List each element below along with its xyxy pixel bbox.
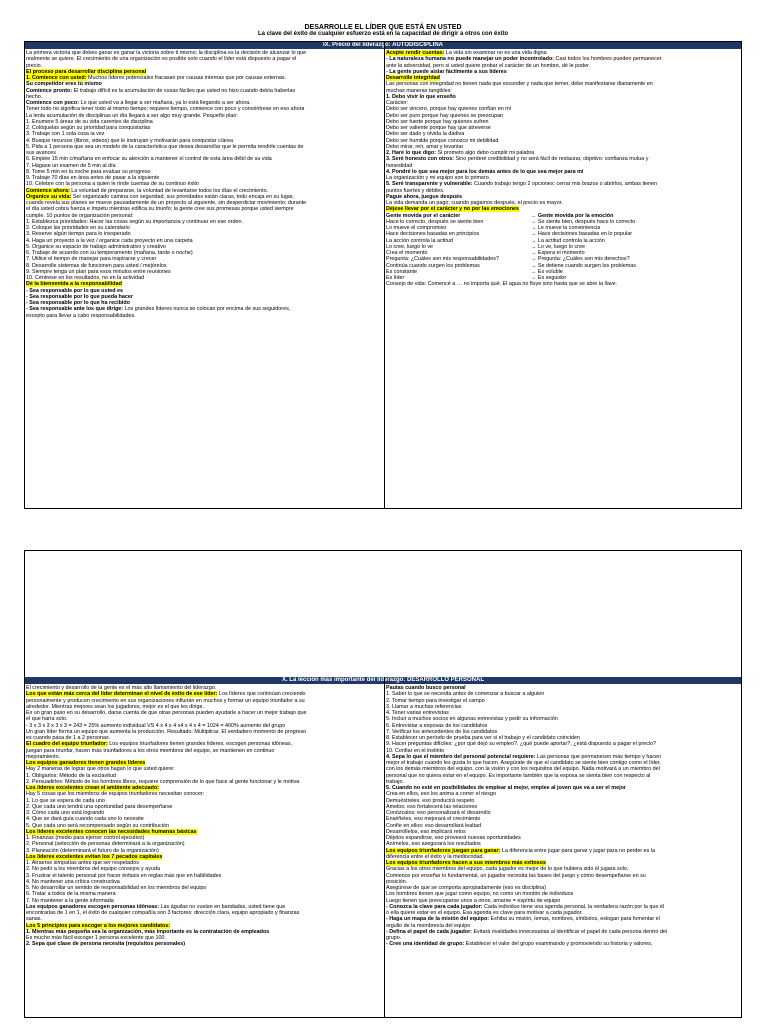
bold-text: 5. Cuando no esté en posibilidades de emplear al mejor, emplee al joven que va a ser el mejor [386,785,626,791]
body-text: 9. Trabaje 70 días en área antes de pasar a la siguiente [26,175,160,181]
comparison-left: La acción controla la actitud [386,237,453,244]
highlighted-heading: Los equipos triunfadores hacen a sus miembros más exitosos [386,860,546,866]
body-text: Déjelos expandirse, eso proveerá nuevas oportunidades [386,835,521,841]
body-text: Cada individuo tiene una agenda personal, la verdadera razón por la que él [482,903,665,910]
body-text: personalmente y producen crecimiento en sus organizaciones influirán en muchos y formar un equipo triunfador a su [26,697,305,704]
body-text: 8. Tome 5 min en la noche para evaluar su progreso [26,168,151,175]
section-2-right-column [386,685,740,1015]
body-text: 4. No mantener una crítica constructiva [26,878,120,885]
body-text: Los equipos triunfadores tienen grandes líderes, escogen personas idóneas, [107,741,293,748]
body-text: 3. Llamar a muchas referencias [386,703,462,710]
body-text: posición. [386,878,408,885]
body-text: Casi todos los hombres pueden permanecer [554,56,662,63]
comparison-right: → Se detiene cuando surgen los problemas [531,262,636,269]
comparison-left: Es líder [386,275,405,281]
body-text: Anímelos, eso asegurará los resultados [386,841,481,848]
highlighted-heading: Desarrolle integridad [386,75,440,81]
bold-text: 4. Pondré lo que sea mejor para los demás antes de lo que sea mejor para mí [386,168,584,175]
body-text: alrededor. Mientras mejores sean los jugadores, mejor es el que les dirige. [26,703,204,710]
body-text: 3. Planeación (determinará el futuro de la organización) [26,847,159,854]
body-text: Los hombres tienen que jugar como equipo, no como un montón de individuos [386,891,574,898]
body-text: 9. Siempre tenga un plan para esos minutos entre reuniones [26,268,171,275]
body-text: La organización y mi equipo son lo primero. [386,175,491,181]
body-text: orgullo de la membresía del equipo [386,922,471,929]
bold-text: - Sea responsable por lo que usted es [26,287,124,294]
body-text: La primera victoria que debes ganar es ganar la victoria sobre ti mismo; la disciplina es la decisión de alcanzar lo que [26,50,307,56]
body-text: Confíe en ellos: eso desarrollará lealtad [386,822,481,829]
body-text: 5. No desarrollar un sentido de responsabilidad en los miembros del equipo [26,885,207,891]
body-text: sanas. [26,916,42,923]
highlighted-heading: Los líderes excelentes evitan los 7 pecados capitales [26,853,163,860]
comparison-right: → Pregunta: ¿Cuáles son mis derechos? [531,256,630,263]
text-line [26,941,381,947]
body-text: 4. Busque recursos (libros, videos) que le instruyan y motivarán para conquistar c/área [26,137,234,144]
bold-text: 1. Debo vivir lo que enseño [386,93,456,100]
section-2-box [24,550,742,1018]
comparison-right: → Espera el momento [531,250,585,256]
highlighted-heading: El cuadro del equipo triunfador: [26,741,108,748]
bold-text: Comience pronto: [26,87,73,94]
body-text: 4. Tener varias entrevistas [386,710,449,716]
section-1-left-column [26,50,381,506]
body-text: muchas maneras tangibles: [386,87,452,94]
body-text: 2. Tomar tiempo para investigar el campo [386,697,485,704]
body-text: 5. Que cada uno será recompensado según su contribución [26,822,169,829]
body-text: 8. Desarrolle sistemas de funcionen para usted / mejórelos [26,262,167,269]
body-text: precio. [26,62,43,69]
body-text: Establecer el valor del grupo examinando y promoviendo su historia y valores, [464,941,653,948]
body-text: 1. Enumere 5 áreas de su vida carentes de disciplina [26,118,153,125]
highlighted-heading: Los 5 principios para escoger a los mejores candidatos: [26,922,171,929]
comparison-right: → Hace decisiones basadas en lo popular [531,231,632,238]
body-text: 7. Utilice el tiempo de manejar para inspirarse y crecer [26,256,157,263]
body-text: Debo ser humilde porque conozco mi debilidad [386,137,499,144]
column-divider [384,677,385,1017]
bold-text: 4. Sepa lo que el miembro del personal potencial requiere: [386,753,536,760]
body-text: 5. Pida a 1 persona que sea un modelo de la característica que desea desarrollar que le permita rendirle cuentas de [26,143,304,150]
bold-text: - Conozca la clave para cada jugador: [386,903,483,910]
body-text: excepto para llevar a cabo responsabilidades. [26,312,136,319]
bold-text: - Sea responsable ante los que dirige: [26,306,124,313]
column-divider [384,42,385,508]
body-text: Es un gran paso en su desarrollo, darse cuenta de que otras personas pueden ayudarle a hacer un mejor trabajo que [26,710,307,716]
body-text: cuando revela sus planes se mueve pausadamente de un proyecto al siguiente, sin desperdiciar movimiento; durante [26,200,307,206]
bold-text: Su competidor eres tú mismo [26,81,102,88]
body-text: Desarróllelos, eso implicará retos [386,828,466,835]
bold-text: - La gente puede aislar fácilmente a sus líderes [386,68,507,75]
body-text: juegan para triunfar, hacen más triunfadores a los otros miembros del equipo, se mantienen en continuo [26,747,275,754]
body-text: Muchos líderes potenciales fracasan por causas internas que por causas externas. [86,75,287,81]
body-text: Es mucho más fácil escoger 1 persona excelente que 100. [26,935,166,941]
body-text: Demuéstreles, eso producirá respeto [386,797,475,804]
comparison-left: Pregunta: ¿Cuáles son mis responsabilidades? [386,256,499,263]
body-text: 4. Que se dará guía cuando cada uno lo necesite [26,816,144,823]
body-text: Tener todo no significa tener todo al mismo tiempo; requiere tiempo, comience con poco y concéntrese en eso ahora [26,106,305,113]
body-text: 5. Incluir a muchos socios en algunas entrevistas y pedir su información [386,716,558,723]
body-text: La vida sin examinar no es una vida digna [444,50,547,56]
body-text: el que haría solo. [26,716,68,723]
highlighted-heading: Déjese llevar por el carácter y no por las emociones [386,206,520,213]
highlighted-heading: Organice su vida: [26,193,72,200]
comparison-left: Lo cree, luego lo ve [386,243,434,250]
body-text: 2. Persuadirles: Método de los hombres libres, requiere comprensión de lo que hace al gente funcionar y le motiva [26,778,300,785]
body-text: con los demás miembros del equipo, con la visión y con los requisitos del equipo. Nada motivará a un miembro del [386,766,660,773]
body-text: Asegúrese de que se comporta apropiadamente (eso es disciplina) [386,885,547,891]
body-text: 9. Hacer preguntas difíciles: ¿por qué dejó su empleo?, ¿qué puede aportar?, ¿está dispuesto a pagar el precio? [386,741,656,748]
text-line [386,941,740,947]
body-text: 10. Céntrese en los resultados, no en la actividad [26,275,145,281]
body-text: 2. No pedir a los miembros del equipo consejos y ayuda [26,866,160,873]
body-text: 2. Que cada uno tendrá una oportunidad para desempeñarse [26,803,173,810]
body-text: hecho. [26,93,43,100]
body-text: Debo mirar, reír, amar y levantar [386,143,464,150]
body-text: 6. Trabaje de acuerdo con su temperamento (mañana, tarde o noche) [26,250,193,256]
comparison-left: Lo mueve el compromiso [386,225,447,231]
body-text: diferencia entre el éxito y la mediocridad. [386,853,484,860]
comparison-right: → Se siente bien, después hace lo correcto [531,218,636,225]
bold-text: 1. Mientras más pequeña sea la organización, más importante es la contratación de empleados [26,928,270,935]
body-text: 4. Haga un proyecto a la vez / organice cada proyecto en una carpeta [26,237,193,244]
body-text: Evitará rivalidades innecesarias al identificar el papel de cada persona dentro del [471,928,668,935]
body-text: encontrarlas de 1 en 1, el éxito de cualquier compañía son 3 factores: dirección clara, equipo apropiado y finanzas [26,910,300,916]
text-line [26,313,381,319]
body-text: Consejo de vida: Comencé a … no importa qué. El agua no fluye sino hasta que se abre la llave. [386,281,618,288]
comparison-left: Hace lo correcto, después se siente bien [386,218,484,225]
body-text: 10. Confiar en el instinto [386,747,445,754]
body-text: El crecimiento y desarrollo de la gente es el más alto llamamiento del liderazgo. [26,685,217,691]
body-text: 3. Trabaje con 1 sola cosa la vez [26,131,105,138]
highlighted-heading: Los que están más cerca del líder determinan el nivel de éxito de ese líder: [26,691,218,698]
bold-text: Pague ahora, juegue después [386,193,463,200]
body-text: Debo ser sincero, porque hay quienes confían en mí [386,106,512,113]
body-text: Los grandes líderes nunca se colocan por encima de sus seguidores, [123,306,291,313]
body-text: La vida demanda un pago; cuando pagamos después, el precio es mayor. [386,200,563,206]
comparison-right: → Le mueve la conveniencia [531,225,601,231]
comparison-right: → Lo ve, luego lo cree [531,243,585,250]
body-text: 6. Empiée 15 min c/mañana en enfocar su atención a mantener el control de esta área débil de su vida [26,156,272,163]
document-title: DESARROLLE EL LÍDER QUE ESTÁ EN USTED [304,24,462,31]
section-2-left-column [26,685,381,1015]
bold-text: 2. Haré lo que digo: [386,150,437,156]
body-text: Los líderes que continúan creciendo [217,691,306,698]
bold-text: 2. Sepa qué clase de persona necesita (requisitos personales) [26,941,186,948]
body-text: el día usted cobra fuerza e ímpetu mientras edifica su triunfo; la gente cree sus promesas porque usted siempre [26,206,294,213]
body-text: o ella quiere estar en el equipo. Esa agenda es clave para motivar a cada jugador. [386,910,583,916]
highlighted-heading: Dé la bienvenida a la responsabilidad [26,281,122,288]
body-text: Un gran líder forma un equipo que aumenta la producción. Resultado: Multiplicar. El verdadero momento de progreso [26,728,307,735]
section-2-header: X. La lección más importante del liderazgo: DESARROLLO PERSONAL [25,677,741,684]
body-text: Luego tienen que preocuparse unos a otros, amarse = espíritu de equipo [386,897,561,904]
body-text: 6. Entrevistar a esposas de los candidatos [386,722,488,729]
body-text: Debo ser fuerte porque hay quienes sufren [386,118,489,125]
body-text: Debo ser dado y olvida la dádiva [386,131,465,138]
body-text: puntos fuertes y débiles. [386,187,445,194]
comparison-left: Gente movida por el carácter [386,212,461,219]
body-text: La lenta acumulación de disciplinas un día llegará a ser algo muy grande. Pequeño plan: [26,112,238,119]
comparison-left: Crea el momento [386,250,428,256]
body-text: mejor el trabajo cuando les gusta lo que hacen. Asegúrate de que el candidato se siente bien contigo como el líder, [386,760,661,766]
comparison-right: → Gente movida por la emoción [531,212,614,219]
body-text: 1. Lo que se espera de cada uno [26,797,105,804]
body-text: 1. Establezca prioridades: Hacer las cosas según su importancia y continuar en ese orden. [26,218,243,225]
body-text: Ser organizado camina con seguridad, sus prioridades están claras, todo encaja en su lugar, [71,193,294,200]
body-text: Debo ser valiente porque hay que atreverse [386,125,491,131]
body-text: Enséñeles, eso mejorará el crecimiento [386,816,481,823]
comparison-right: → Es voluble [531,268,563,275]
body-text: grupo. [386,935,402,941]
section-1-header: IX. Precio del liderazgo: AUTODISCIPLINA [25,42,741,49]
body-text: Gracias a los otros miembros del equipo, cada jugador es mejor de lo que hubiera sido él jugara solo. [386,866,629,873]
comparison-right: → Es seguidor [531,275,567,281]
body-text: La voluntad de prepararse, la voluntad de levantarse todos los días el crecimiento. [69,187,269,194]
body-text: trabajo. [386,778,404,785]
bold-text: Comience con poco: [26,100,80,106]
body-text: Las águilas no vuelan en bandadas, usted tiene que [159,903,286,910]
body-text: sus avances [26,150,56,156]
body-text: 3. Frustrar el talento personal por hacer énfasis en reglas más que en habilidades [26,872,222,879]
body-text: 6. Tratar a todos de la misma manera [26,891,116,898]
body-text: Exhiba su misión, lemas, nombres, símbolos, eslogan para fomentar el [489,916,660,923]
highlighted-heading: Los equipos triunfadores juegan para ganar: [386,847,501,854]
body-text: 2. Coloque las prioridades en su calendario [26,225,130,231]
body-text: Si prometo algo debo cumplir mi palabra [436,150,535,156]
body-text: Comience por enseñar lo fundamental, un jugador necesita las bases del juego y cómo desempeñarse en su [386,872,646,879]
bold-text: - Sea responsable por lo que pueda hacer [26,293,133,300]
body-text: realmente se quiere. El crecimiento de una organización es posible solo cuando el líder está dispuesto a pagar el [26,56,297,63]
bold-text: - La naturaleza humana no puede manejar un poder incontrolado: [386,56,555,63]
body-text: El trabajo difícil es la acumulación de cosas fáciles que usted no hizo cuando debía haberlas [72,87,296,94]
body-text: 8. Establecer un período de prueba para ver si el trabajo y el candidato coinciden [386,735,580,741]
body-text: 3. Cómo cada uno está logrando [26,810,105,816]
bold-text: - Cree una identidad de grupo: [386,941,465,948]
body-text: personal que no quiera estar en el equipo. Es importante también que la esposa se sienta bien con respecto al [386,772,651,779]
body-text: ante la adversidad, pero si usted quiere probar el carácter de un hombre, dé le poder. [386,62,591,69]
highlighted-heading: Comience ahora: [26,187,70,194]
bold-text: - Sea responsable por lo que ha recibido [26,300,130,306]
highlighted-heading: Los equipos ganadores tienen grandes líderes [26,760,146,766]
body-text: Conózcalos: eso personalizará el desarrollo [386,810,491,816]
comparison-right: → La actitud controla la acción [531,237,605,244]
section-1-right-column [386,50,740,506]
comparison-left: Es constante [386,268,418,275]
section-1-box [24,41,742,509]
body-text: - 3 x 3 x 3 x 3 x 3 = 243 = 25% aumento individual VS 4 x 4 x 4 x4 x 4 x 4 = 1024 = 400% aumento del grupo [26,722,286,729]
body-text: Cuando trabajo tengo 2 opciones: cerrar mis brazos o abrirlos, ambas tienen [472,181,658,188]
body-text: 1. Saber lo que se necesita antes de comenzar a buscar a alguien [386,691,545,698]
comparison-left: Continúa cuando surgen los problemas [386,262,480,269]
body-text: 1. Finanzas (medio para ejercer control ejecutivo) [26,835,145,841]
body-text: La diferencia entre jugar para ganar y jugar para no perder es la [500,847,656,854]
body-text: Hay 2 maneras de lograr que otros hagan lo que usted quiere: [26,766,175,773]
comparison-left: Hace decisiones basadas en principios [386,231,480,238]
body-text: Las personas que permanecen más tiempo y hacen [535,753,662,760]
bold-text: - Haga un mapa de la misión del equipo: [386,916,490,923]
body-text: 1. Obligarlos: Método de la esclavitud [26,772,116,779]
body-text: honestidad [386,162,413,169]
body-text: 7. No mantener a la gente informada [26,897,114,904]
bold-text: Pautas cuando busco personal [386,685,466,691]
body-text: Sino perderé credibilidad y no será fácil de restaurar, objetivo: confianza mutua y [454,156,649,163]
highlighted-heading: Acepte rendir cuentas: [386,50,445,56]
body-text: 7. Hágase un examen de 5 min al día [26,162,116,169]
body-text: 1. Atraerse simpatías antes que ser respetados [26,860,139,866]
body-text: Hay 5 cosas que los miembros de equipos triunfadores necesitan conocer: [26,791,205,798]
text-line [386,281,740,287]
highlighted-heading: El proceso para desarrollar disciplina personal [26,68,147,75]
body-text: Debo ser puro porque hay quienes se preocupan [386,112,504,119]
highlighted-heading: 1. Comience con usted: [26,75,87,81]
bold-text: 3. Seré honesto con otros: [386,156,454,163]
body-text: mejoramiento. [26,753,61,760]
body-text: 2. Personal (selección de personas determinará a la organización) [26,841,185,848]
bold-text: Los equipos ganadores escogen personas idóneas: [26,903,160,910]
body-text: 3. Reserve algún tiempo para lo inesperado [26,231,131,238]
bold-text: 5. Seré transparente y vulnerable: [386,181,473,188]
body-text: Carácter: [386,100,409,106]
body-text: 10. Celebre con la persona a quien le rinde cuentas de su continuo éxito [26,181,199,188]
bold-text: - Defina el papel de cada jugador: [386,928,472,935]
document-subtitle: La clave del éxito de cualquier esfuerzo está en la capacidad de dirigir a otros con éxito [257,31,509,37]
body-text: cumple. 10 puntos de organización personal: [26,212,134,219]
body-text: 7. Verificar los antecedentes de los candidatos [386,728,498,735]
highlighted-heading: Los líderes excelentes conocen las necesidades humanas básicas [26,828,197,835]
highlighted-heading: Los líderes excelentes crean el ambiente adecuado: [26,785,160,791]
body-text: Ámelos: eso fortalecerá las relaciones [386,803,478,810]
body-text: Las personas con integridad no tienen nada que esconder y nada que temer, debe manifestarse diariamente en [386,81,653,88]
body-text: Crea en ellos, eso los anima a correr el riesgo [386,791,496,798]
body-text: Lo que usted va a llegar a ser mañana, ya lo está llegando a ser ahora. [79,100,251,106]
body-text: 2. Colóquelas según su prioridad para conquistarlas [26,125,151,131]
body-text: es cuando pasa de 1 a 2 personas. [26,735,111,741]
body-text: 5. Organice su espacio de trabajo administrativo y creativo [26,243,166,250]
